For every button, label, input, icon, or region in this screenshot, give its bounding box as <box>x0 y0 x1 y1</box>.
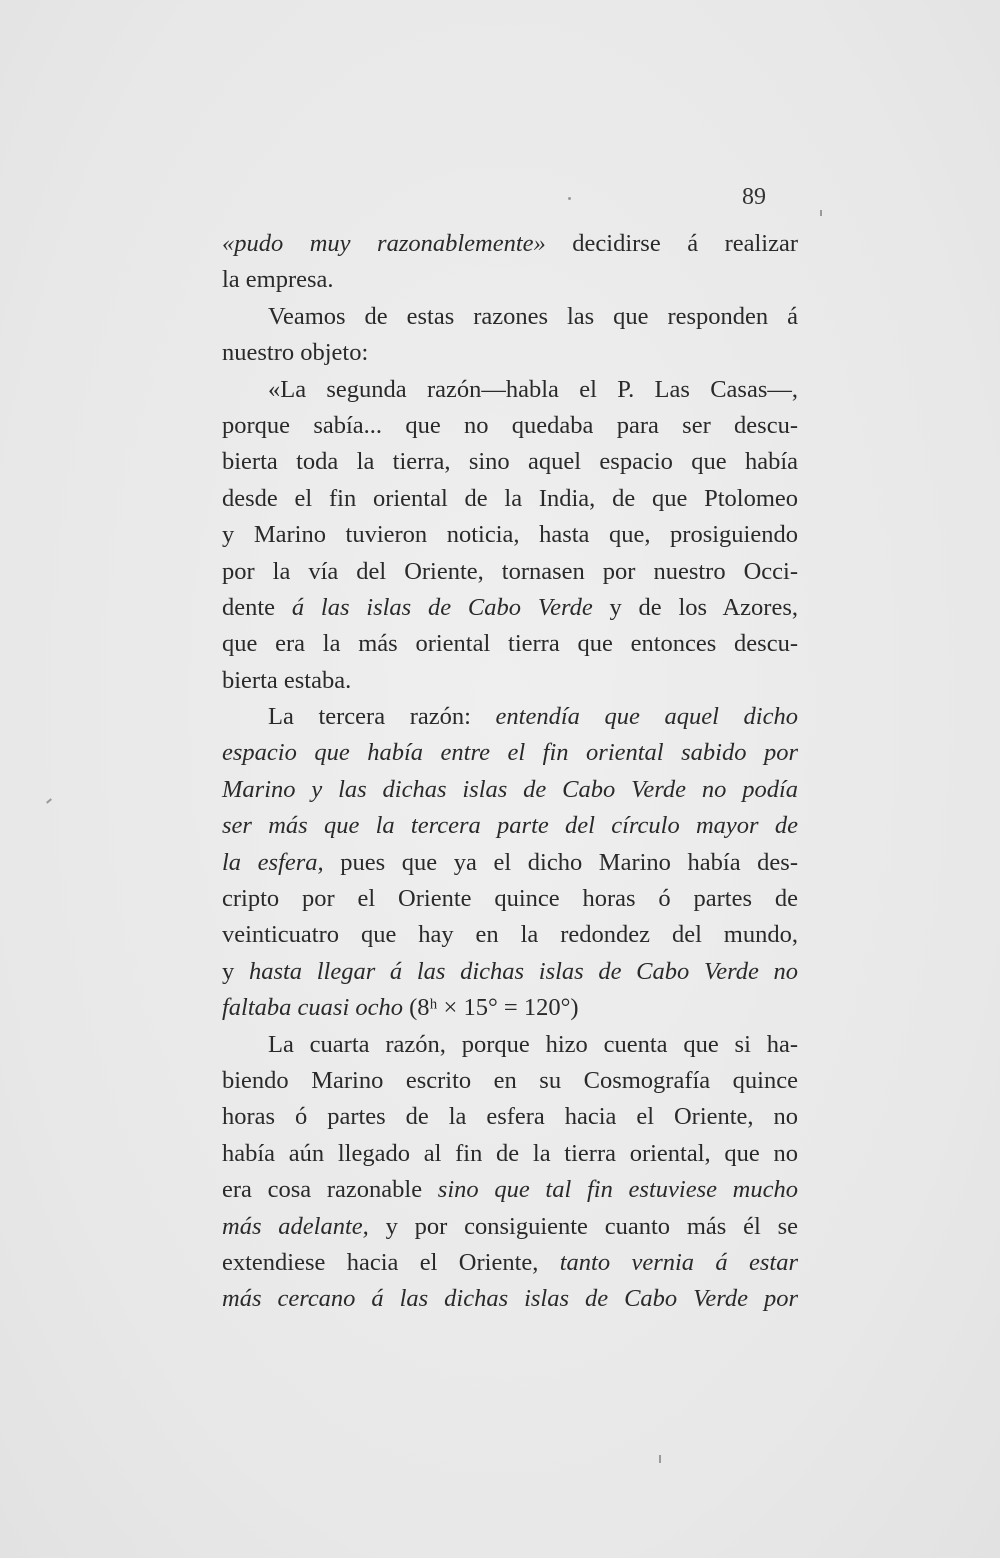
italic-text: tanto vernia á estar <box>559 1248 798 1276</box>
paper-speck <box>820 210 822 216</box>
text-run: desde el fin oriental de la India, de que Ptolomeo <box>222 484 798 512</box>
italic-text: hasta llegar á las dichas islas de Cabo Verde no <box>248 957 798 985</box>
italic-text: más cercano á las dichas islas de Cabo Verde por <box>222 1285 798 1313</box>
text-line <box>222 954 798 990</box>
text-line <box>222 444 798 480</box>
text-line <box>222 990 798 1026</box>
text-run: bierta toda la tierra, sino aquel espacio que había <box>222 448 798 476</box>
text-line <box>222 699 798 735</box>
text-line <box>222 1245 798 1281</box>
italic-text: Marino y las dichas islas de Cabo Verde no podía <box>222 775 798 803</box>
italic-text: la esfera, <box>222 848 324 876</box>
text-line <box>222 917 798 953</box>
italic-text: entendía que aquel dicho <box>495 703 798 731</box>
text-line <box>222 335 798 371</box>
text-run: y Marino tuvieron noticia, hasta que, prosiguiendo <box>222 521 798 549</box>
text-run: cripto por el Oriente quince horas ó partes de <box>222 885 798 913</box>
italic-text: espacio que había entre el fin oriental sabido por <box>222 739 798 767</box>
text-line <box>222 663 798 699</box>
text-line <box>222 808 798 844</box>
text-run: y por consiguiente cuanto más él se <box>368 1212 798 1240</box>
text-line <box>222 554 798 590</box>
text-line <box>222 517 798 553</box>
text-run: la empresa. <box>222 266 334 294</box>
text-run: y <box>222 957 249 985</box>
text-line <box>222 772 798 808</box>
text-line <box>222 1281 798 1317</box>
text-run: había aún llegado al fin de la tierra oriental, que no <box>222 1139 798 1167</box>
italic-text: más adelante, <box>222 1212 369 1240</box>
text-run: extendiese hacia el Oriente, <box>222 1248 560 1276</box>
italic-text: á las islas de Cabo Verde <box>291 593 593 621</box>
text-line <box>222 299 798 335</box>
page-number: 89 <box>742 184 766 210</box>
paper-speck <box>659 1455 661 1463</box>
text-run: La cuarta razón, porque hizo cuenta que si ha- <box>268 1030 798 1058</box>
text-line <box>222 226 798 262</box>
text-run: biendo Marino escrito en su Cosmografía quince <box>222 1066 798 1094</box>
text-run: bierta estaba. <box>222 666 352 694</box>
text-run: horas ó partes de la esfera hacia el Oriente, no <box>222 1103 798 1131</box>
text-run: La tercera razón: <box>268 703 496 731</box>
text-run: decidirse á realizar <box>545 230 798 257</box>
paper-speck <box>46 798 52 803</box>
text-run: pues que ya el dicho Marino había des- <box>323 848 798 876</box>
text-line <box>222 1027 798 1063</box>
text-run: (8ʰ × 15° = 120°) <box>403 994 579 1022</box>
text-line <box>222 262 798 298</box>
text-line <box>222 845 798 881</box>
text-run: dente <box>222 593 292 621</box>
text-line <box>222 881 798 917</box>
text-run: que era la más oriental tierra que entonces descu- <box>222 630 798 658</box>
paper-speck <box>568 197 571 200</box>
text-run: porque sabía... que no quedaba para ser descu- <box>222 411 798 439</box>
italic-text: ser más que la tercera parte del círculo mayor de <box>222 812 798 840</box>
text-line <box>222 626 798 662</box>
text-run: era cosa razonable <box>222 1176 438 1204</box>
text-run: nuestro objeto: <box>222 339 369 367</box>
text-line <box>222 372 798 408</box>
text-line <box>222 590 798 626</box>
italic-text: «pudo muy razonablemente» <box>222 230 546 257</box>
text-line <box>222 1136 798 1172</box>
text-line <box>222 1063 798 1099</box>
italic-text: sino que tal fin estuviese mucho <box>437 1176 798 1204</box>
body-text <box>222 226 798 1318</box>
text-line <box>222 1209 798 1245</box>
text-line <box>222 1172 798 1208</box>
italic-text: faltaba cuasi ocho <box>222 994 404 1022</box>
text-line <box>222 735 798 771</box>
text-run: por la vía del Oriente, tornasen por nuestro Occi- <box>222 557 798 585</box>
text-run: «La segunda razón—habla el P. Las Casas—, <box>268 375 798 403</box>
text-run: y de los Azores, <box>592 593 799 621</box>
text-line <box>222 1099 798 1135</box>
text-run: Veamos de estas razones las que responden á <box>268 302 798 330</box>
text-run: veinticuatro que hay en la redondez del mundo, <box>222 921 798 949</box>
text-line <box>222 481 798 517</box>
text-line <box>222 408 798 444</box>
